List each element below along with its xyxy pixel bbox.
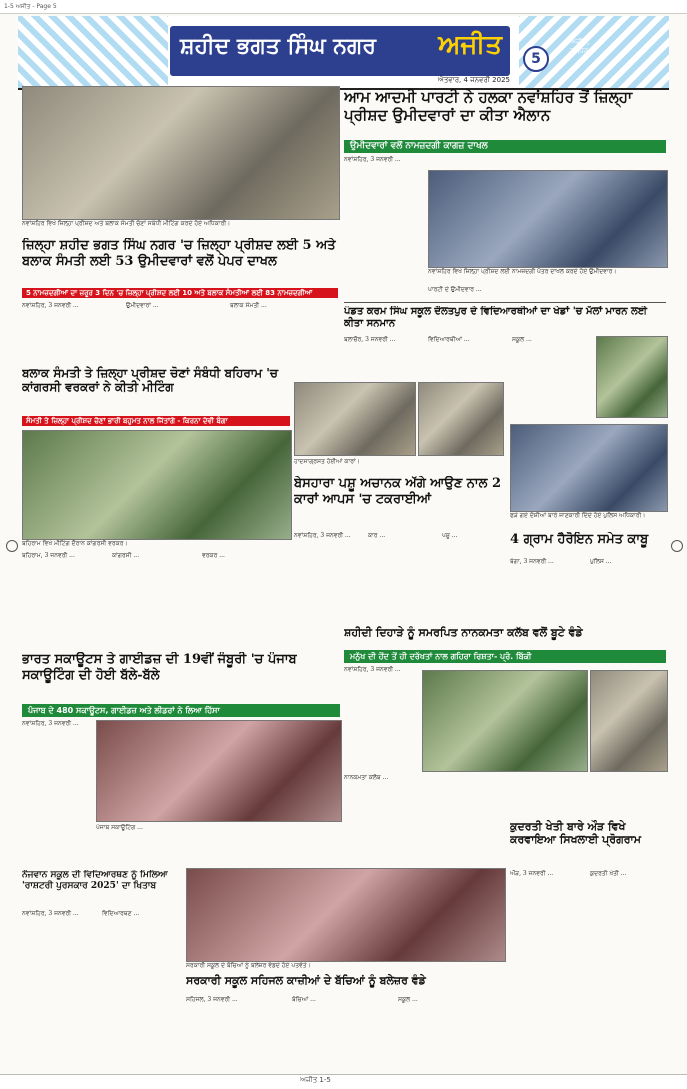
story7-headline: ਸ਼ਹੀਦੀ ਦਿਹਾੜੇ ਨੂੰ ਸਮਰਪਿਤ ਨਾਨਕਮਤਾ ਕਲੱਬ ਵਲੋਂ ਬੂਟੇ ਵੰਡੇ: [344, 626, 583, 639]
footer-page-label: ਅਜੀਤ 1-5: [300, 1076, 331, 1084]
story9-headline: ਨੌਜਵਾਨ ਸਕੂਲ ਦੀ ਵਿਦਿਆਰਥਣ ਨੂੰ ਮਿਲਿਆ 'ਰਾਸ਼ਟਰੀ ਪੁਰਸਕਾਰ 2025' ਦਾ ਖਿਤਾਬ: [22, 870, 168, 891]
story7-subhead-bar: ਮਨੁੱਖ ਦੀ ਹੋਂਦ ਤੋਂ ਹੀ ਦਰੱਖਤਾਂ ਨਾਲ ਗਹਿਰਾ ਰਿਸ਼ਤਾ- ਪ੍ਰੋ. ਬਿੱਕੀ: [344, 650, 666, 663]
story3-body-col2: ਵਿਦਿਆਰਥੀਆਂ ...: [428, 336, 470, 343]
story1-body-col2: ਉਮੀਦਵਾਰਾਂ ...: [126, 302, 159, 309]
story5-headline: ਬੇਸਹਾਰਾ ਪਸ਼ੂ ਅਚਾਨਕ ਅੱਗੇ ਆਉਣ ਨਾਲ 2 ਕਾਰਾਂ ਆਪਸ 'ਚ ਟਕਰਾਈਆਂ: [294, 476, 502, 507]
masthead-pattern-left: [18, 16, 168, 88]
print-info-strip: 1-5 ਅਜੀਤ - Page 5: [0, 0, 687, 14]
story1-body-col1: ਨਵਾਂਸ਼ਹਿਰ, 3 ਜਨਵਰੀ ...: [22, 302, 79, 309]
story8-body-tail: ਪੰਜਾਬ ਸਕਾਊਟਿੰਗ ...: [96, 824, 143, 831]
registration-mark-left: [6, 540, 18, 552]
story3-headline: ਪੰਡਤ ਕਰਮ ਸਿੰਘ ਸਕੂਲ ਦੌਲਤਪੁਰ ਦੇ ਵਿਦਿਆਰਥੀਆਂ ਦਾ ਖੇਡਾਂ 'ਚ ਮੱਲਾਂ ਮਾਰਨ ਲਈ ਕੀਤਾ ਸਨਮਾਨ: [344, 306, 648, 329]
masthead-title-box: [170, 26, 590, 76]
scouts-photo: [96, 720, 342, 822]
story4-subhead-bar: ਸੰਮਤੀ ਤੇ ਜ਼ਿਲ੍ਹਾ ਪ੍ਰੀਸ਼ਦ ਚੋਣਾਂ ਭਾਰੀ ਬਹੁਮਤ ਨਾਲ ਜਿੱਤਾਂਗੇ - ਕਿਰਨਾ ਦੇਵੀ ਬੰਗਾ: [22, 416, 290, 426]
story4-body-col1: ਬਹਿਰਾਮ, 3 ਜਨਵਰੀ ...: [22, 552, 75, 559]
story2-headline: ਆਮ ਆਦਮੀ ਪਾਰਟੀ ਨੇ ਹਲਕਾ ਨਵਾਂਸ਼ਹਿਰ ਤੋਂ ਜ਼ਿਲ੍ਹਾ ਪ੍ਰੀਸ਼ਦ ਉਮੀਦਵਾਰਾਂ ਦਾ ਕੀਤਾ ਐਲਾਨ: [344, 88, 633, 124]
accident-photo-1: [294, 382, 416, 456]
story4-body-col3: ਵਰਕਰ ...: [202, 552, 225, 559]
story4-body-col2: ਕਾਂਗਰਸੀ ...: [112, 552, 140, 559]
story1-subhead-bar: 5 ਨਾਮਜ਼ਦਗੀਆਂ ਦਾ ਜ਼ਰੂਰ 3 ਦਿਨ 'ਚ ਜ਼ਿਲ੍ਹਾ ਪ੍ਰੀਸ਼ਦ ਲਈ 10 ਅਤੇ ਬਲਾਕ ਸੰਮਤੀਆਂ ਲਈ 83 ਨਾਮਜ਼ਦਗੀਆਂ: [22, 288, 338, 298]
story7-body-col1: ਨਵਾਂਸ਼ਹਿਰ, 3 ਜਨਵਰੀ ...: [344, 666, 401, 673]
story10-body-col2: ਬੱਚਿਆਂ ...: [292, 996, 316, 1003]
tree-distribution-photo: [422, 670, 588, 772]
story6-headline: 4 ਗ੍ਰਾਮ ਹੈਰੋਇਨ ਸਮੇਤ ਕਾਬੂ: [510, 532, 649, 547]
registration-mark-right: [671, 540, 683, 552]
story2-subhead-bar: ਉਮੀਦਵਾਰਾਂ ਵਲੋਂ ਨਾਮਜ਼ਦਗੀ ਕਾਗਜ਼ ਦਾਖਲ: [344, 140, 666, 153]
story3-body-col3: ਸਕੂਲ ...: [512, 336, 532, 343]
story2-body-tail: ਪਾਰਟੀ ਦੇ ਉਮੀਦਵਾਰ ...: [428, 286, 482, 293]
story5-body-col3: ਪਸ਼ੂ ...: [442, 532, 458, 539]
story8-headline: ਭਾਰਤ ਸਕਾਊਟਸ ਤੇ ਗਾਈਡਜ਼ ਦੀ 19ਵੀਂ ਜੰਬੂਰੀ 'ਚ ਪੰਜਾਬ ਸਕਾਊਟਿੰਗ ਦੀ ਹੋਈ ਬੱਲੇ-ਬੱਲੇ: [22, 652, 297, 683]
nomination-photo: [428, 170, 668, 268]
story3-body-col1: ਬਲਾਚੌਰ, 3 ਜਨਵਰੀ ...: [344, 336, 396, 343]
blazer-photo-caption: ਸਰਕਾਰੀ ਸਕੂਲ ਦੇ ਬੱਚਿਆਂ ਨੂੰ ਬਲੇਜ਼ਰ ਵੰਡਦੇ ਹੋਏ ਪਤਵੰਤੇ।: [186, 962, 311, 969]
print-footer-strip: [0, 1074, 687, 1089]
story10-body-col1: ਸਹਿਜਲ, 3 ਜਨਵਰੀ ...: [186, 996, 238, 1003]
accident-photo-caption: ਹਾਦਸਾਗ੍ਰਸਤ ਹੋਈਆਂ ਕਾਰਾਂ।: [294, 458, 360, 465]
story10-headline: ਸਰਕਾਰੀ ਸਕੂਲ ਸਹਿਜਲ ਕਾਜ਼ੀਆਂ ਦੇ ਬੱਚਿਆਂ ਨੂੰ ਬਲੇਜ਼ਰ ਵੰਡੇ: [186, 974, 426, 987]
congress-photo-caption: ਬਹਿਰਾਮ ਵਿਖੇ ਮੀਟਿੰਗ ਦੌਰਾਨ ਕਾਂਗਰਸੀ ਵਰਕਰ।: [22, 540, 128, 547]
story8-body-col1: ਨਵਾਂਸ਼ਹਿਰ, 3 ਜਨਵਰੀ ...: [22, 720, 79, 727]
story5-body-col1: ਨਵਾਂਸ਼ਹਿਰ, 3 ਜਨਵਰੀ ...: [294, 532, 351, 539]
story7-body-tail: ਨਾਨਕਮਤਾ ਕਲੱਬ ...: [344, 774, 389, 781]
masthead-cities: ਅਜੀਤ, ਜਲੰਧਰ: [570, 38, 590, 55]
story9-body-col2: ਵਿਦਿਆਰਥਣ ...: [102, 910, 140, 917]
masthead-brand-logo: ਅਜੀਤ: [438, 30, 502, 60]
school-award-photo: [596, 336, 668, 418]
page-number-badge: 5: [523, 46, 549, 72]
story11-body-col1: ਔੜ, 3 ਜਨਵਰੀ ...: [510, 870, 554, 877]
story2-body-col1: ਨਵਾਂਸ਼ਹਿਰ, 3 ਜਨਵਰੀ ...: [344, 156, 401, 163]
story1-headline: ਜ਼ਿਲ੍ਹਾ ਸ਼ਹੀਦ ਭਗਤ ਸਿੰਘ ਨਗਰ 'ਚ ਜ਼ਿਲ੍ਹਾ ਪ੍ਰੀਸ਼ਦ ਲਈ 5 ਅਤੇ ਬਲਾਕ ਸੰਮਤੀ ਲਈ 53 ਉਮੀਦਵਾਰਾਂ ਵਲੋਂ ਪੇਪਰ ਦਾਖਲ: [22, 238, 336, 269]
story11-headline: ਕੁਦਰਤੀ ਖੇਤੀ ਬਾਰੇ ਔੜ ਵਿਖੇ ਕਰਵਾਇਆ ਸਿਖਲਾਈ ਪ੍ਰੋਗਰਾਮ: [510, 820, 641, 847]
blazer-distribution-photo: [186, 868, 506, 962]
story9-body-col1: ਨਵਾਂਸ਼ਹਿਰ, 3 ਜਨਵਰੀ ...: [22, 910, 79, 917]
police-photo-caption: ਫੜੇ ਗਏ ਦੋਸ਼ੀਆਂ ਬਾਰੇ ਜਾਣਕਾਰੀ ਦਿੰਦੇ ਹੋਏ ਪੁਲਿਸ ਅਧਿਕਾਰੀ।: [510, 512, 646, 519]
story4-headline: ਬਲਾਕ ਸੰਮਤੀ ਤੇ ਜ਼ਿਲ੍ਹਾ ਪ੍ਰੀਸ਼ਦ ਚੋਣਾਂ ਸੰਬੰਧੀ ਬਹਿਰਾਮ 'ਚ ਕਾਂਗਰਸੀ ਵਰਕਰਾਂ ਨੇ ਕੀਤੀ ਮੀਟਿੰਗ: [22, 366, 279, 395]
masthead-title: ਸ਼ਹੀਦ ਭਗਤ ਸਿੰਘ ਨਗਰ: [180, 33, 377, 59]
story5-body-col2: ਕਾਰ ...: [368, 532, 386, 539]
meeting-photo-caption: ਨਵਾਂਸ਼ਹਿਰ ਵਿਖੇ ਜ਼ਿਲ੍ਹਾ ਪ੍ਰੀਸ਼ਦ ਅਤੇ ਬਲਾਕ ਸੰਮਤੀ ਚੋਣਾਂ ਸਬੰਧੀ ਮੀਟਿੰਗ ਕਰਦੇ ਹੋਏ ਅਧਿਕਾਰੀ।: [22, 220, 231, 227]
congress-meeting-photo: [22, 430, 292, 540]
story11-body-col2: ਕੁਦਰਤੀ ਖੇਤੀ ...: [590, 870, 627, 877]
meeting-photo: [22, 86, 340, 220]
accident-photo-2: [418, 382, 504, 456]
tree-event-photo-2: [590, 670, 668, 772]
nomination-photo-caption: ਨਵਾਂਸ਼ਹਿਰ ਵਿਖੇ ਜ਼ਿਲ੍ਹਾ ਪ੍ਰੀਸ਼ਦ ਲਈ ਨਾਮਜ਼ਦਗੀ ਪੱਤਰ ਦਾਖਲ ਕਰਦੇ ਹੋਏ ਉਮੀਦਵਾਰ।: [428, 268, 617, 275]
divider: [344, 302, 666, 303]
story10-body-col3: ਸਕੂਲ ...: [398, 996, 418, 1003]
story1-body-col3: ਬਲਾਕ ਸੰਮਤੀ ...: [230, 302, 267, 309]
story6-body-col1: ਬੰਗਾ, 3 ਜਨਵਰੀ ...: [510, 558, 554, 565]
police-photo: [510, 424, 668, 512]
story6-body-col2: ਪੁਲਿਸ ...: [590, 558, 612, 565]
masthead-date: ਐਤਵਾਰ, 4 ਜਨਵਰੀ 2025: [437, 76, 510, 84]
masthead: [18, 16, 669, 90]
story8-subhead-bar: ਪੰਜਾਬ ਦੇ 480 ਸਕਾਊਟਸ, ਗਾਈਡਜ਼ ਅਤੇ ਲੀਡਰਾਂ ਨੇ ਲਿਆ ਹਿੱਸਾ: [22, 704, 340, 717]
